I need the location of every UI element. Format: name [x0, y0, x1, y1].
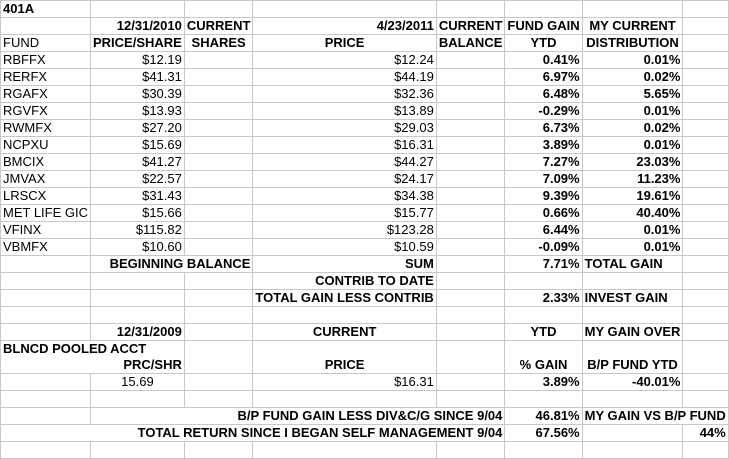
cell-price-2010[interactable]: $30.39	[91, 86, 185, 103]
cell-empty[interactable]	[184, 307, 253, 324]
cell-empty[interactable]	[683, 324, 728, 341]
cell-empty[interactable]	[436, 307, 505, 324]
cell-distribution[interactable]: 0.02%	[582, 120, 683, 137]
cell-current-balance-label[interactable]: CURRENT	[436, 18, 505, 35]
cell-total-return-value[interactable]: 67.56%	[505, 425, 582, 442]
cell-current-balance[interactable]	[436, 239, 505, 256]
cell-fund-gain-ytd[interactable]: 9.39%	[505, 188, 582, 205]
cell-price-2010[interactable]: $41.27	[91, 154, 185, 171]
cell-total-gain-less-contrib[interactable]: TOTAL GAIN LESS CONTRIB	[253, 290, 436, 307]
cell-current-balance[interactable]	[436, 137, 505, 154]
fund-row	[1, 222, 729, 239]
cell-empty[interactable]	[683, 256, 728, 273]
cell-current-shares[interactable]	[184, 171, 253, 188]
cell-empty[interactable]	[683, 18, 728, 35]
cell-empty[interactable]	[91, 1, 185, 18]
row-bp-fund-gain	[1, 408, 729, 425]
cell-empty[interactable]	[505, 1, 582, 18]
cell-fund-gain-ytd[interactable]: 6.73%	[505, 120, 582, 137]
cell-current-shares-label[interactable]: CURRENT	[184, 18, 253, 35]
cell-empty[interactable]	[683, 442, 728, 459]
cell-empty[interactable]	[505, 307, 582, 324]
cell-empty[interactable]	[582, 1, 683, 18]
cell-empty[interactable]	[184, 341, 253, 374]
cell-fund-gain-ytd[interactable]: 0.66%	[505, 205, 582, 222]
cell-my-gain-over-label[interactable]: MY GAIN OVER	[582, 324, 683, 341]
cell-fund-name[interactable]: JMVAX	[1, 171, 91, 188]
cell-bp-fund-ytd-label[interactable]: B/P FUND YTD	[582, 341, 683, 374]
cell-empty[interactable]	[505, 273, 582, 290]
cell-empty[interactable]	[683, 290, 728, 307]
fund-row	[1, 154, 729, 171]
cell-fund-gain-ytd[interactable]: -0.29%	[505, 103, 582, 120]
cell-empty[interactable]	[683, 69, 728, 86]
cell-empty[interactable]	[184, 273, 253, 290]
fund-rows	[1, 52, 729, 256]
cell-empty[interactable]	[683, 137, 728, 154]
cell-fund-gain-ytd[interactable]: 3.89%	[505, 137, 582, 154]
cell-distribution[interactable]: 0.01%	[582, 52, 683, 69]
cell-distribution[interactable]: 0.01%	[582, 103, 683, 120]
cell-prc-shr-label: PRC/SHR	[123, 357, 182, 372]
cell-empty[interactable]	[582, 442, 683, 459]
cell-price-2010[interactable]: $27.20	[91, 120, 185, 137]
cell-empty[interactable]	[436, 256, 505, 273]
cell-empty[interactable]	[184, 290, 253, 307]
cell-current-price[interactable]: $16.31	[253, 137, 436, 154]
cell-empty[interactable]	[91, 442, 185, 459]
cell-contrib-to-date[interactable]: CONTRIB TO DATE	[253, 273, 436, 290]
cell-empty[interactable]	[436, 391, 505, 408]
cell-fund-name[interactable]: VBMFX	[1, 239, 91, 256]
cell-beginning-balance[interactable]: BEGINNING BALANCE	[91, 256, 253, 273]
cell-empty[interactable]	[91, 307, 185, 324]
cell-price-2010[interactable]: $13.93	[91, 103, 185, 120]
cell-empty[interactable]	[683, 188, 728, 205]
cell-empty[interactable]	[184, 324, 253, 341]
cell-empty[interactable]	[184, 391, 253, 408]
fund-row	[1, 137, 729, 154]
cell-current-balance[interactable]	[436, 154, 505, 171]
cell-empty[interactable]	[436, 374, 505, 391]
cell-pooled-price-current[interactable]: $16.31	[253, 374, 436, 391]
cell-current-shares[interactable]	[184, 154, 253, 171]
row-header-1	[1, 18, 729, 35]
cell-fund-gain-ytd[interactable]: 7.09%	[505, 171, 582, 188]
cell-fund-name[interactable]: RGAFX	[1, 86, 91, 103]
cell-current-price[interactable]: $44.27	[253, 154, 436, 171]
cell-empty[interactable]	[683, 374, 728, 391]
cell-distribution[interactable]: 0.01%	[582, 239, 683, 256]
cell-current-shares[interactable]	[184, 239, 253, 256]
cell-current-price[interactable]: $123.28	[253, 222, 436, 239]
cell-shares-label[interactable]: SHARES	[184, 35, 253, 52]
cell-empty[interactable]	[91, 391, 185, 408]
cell-empty[interactable]	[683, 1, 728, 18]
cell-empty[interactable]	[253, 442, 436, 459]
cell-current-shares[interactable]	[184, 103, 253, 120]
cell-pooled-price-label[interactable]: PRICE	[253, 341, 436, 374]
cell-price-2010[interactable]: $41.31	[91, 69, 185, 86]
cell-empty[interactable]	[683, 154, 728, 171]
cell-date-2009[interactable]: 12/31/2009	[91, 324, 185, 341]
cell-empty[interactable]	[184, 1, 253, 18]
fund-row	[1, 120, 729, 137]
fund-row	[1, 188, 729, 205]
fund-row	[1, 86, 729, 103]
cell-empty[interactable]	[683, 171, 728, 188]
row-total-return	[1, 425, 729, 442]
cell-fund-gain-ytd[interactable]: -0.09%	[505, 239, 582, 256]
cell-price-2010[interactable]: $115.82	[91, 222, 185, 239]
cell-empty[interactable]	[1, 408, 91, 425]
cell-date-2010[interactable]: 12/31/2010	[91, 18, 185, 35]
cell-my-current-label[interactable]: MY CURRENT	[582, 18, 683, 35]
cell-current-balance[interactable]	[436, 188, 505, 205]
cell-current-price[interactable]: $12.24	[253, 52, 436, 69]
cell-fund-name[interactable]: BMCIX	[1, 154, 91, 171]
cell-current-price[interactable]: $44.19	[253, 69, 436, 86]
cell-pooled-gain-label[interactable]: % GAIN	[505, 341, 582, 374]
row-total-gain-less	[1, 290, 729, 307]
cell-invest-gain-pct[interactable]: 2.33%	[505, 290, 582, 307]
cell-empty[interactable]	[582, 273, 683, 290]
row-pooled-header-2	[1, 341, 729, 374]
cell-price-label[interactable]: PRICE	[253, 35, 436, 52]
cell-fund-gain-ytd[interactable]: 6.48%	[505, 86, 582, 103]
cell-current-price[interactable]: $32.36	[253, 86, 436, 103]
cell-current-balance[interactable]	[436, 52, 505, 69]
fund-row	[1, 239, 729, 256]
row-beginning-balance	[1, 256, 729, 273]
cell-empty[interactable]	[1, 18, 91, 35]
cell-balance-label[interactable]: BALANCE	[436, 35, 505, 52]
fund-row	[1, 205, 729, 222]
cell-fund-name[interactable]: RWMFX	[1, 120, 91, 137]
cell-fund-name[interactable]: RGVFX	[1, 103, 91, 120]
cell-ytd-label[interactable]: YTD	[505, 35, 582, 52]
cell-fund-gain-label[interactable]: FUND GAIN	[505, 18, 582, 35]
cell-current-balance[interactable]	[436, 103, 505, 120]
cell-empty[interactable]	[683, 222, 728, 239]
cell-current-price[interactable]: $10.59	[253, 239, 436, 256]
cell-pooled-current-label[interactable]: CURRENT	[253, 324, 436, 341]
cell-empty[interactable]	[1, 374, 91, 391]
cell-fund-gain-ytd[interactable]: 0.41%	[505, 52, 582, 69]
cell-sum[interactable]: SUM	[253, 256, 436, 273]
cell-bp-fund-gain-value[interactable]: 46.81%	[505, 408, 582, 425]
cell-price-2010[interactable]: $22.57	[91, 171, 185, 188]
cell-price-2010[interactable]: $31.43	[91, 188, 185, 205]
cell-empty[interactable]	[436, 1, 505, 18]
cell-empty[interactable]	[582, 307, 683, 324]
cell-price-share-label[interactable]: PRICE/SHARE	[91, 35, 185, 52]
cell-distribution-label[interactable]: DISTRIBUTION	[582, 35, 683, 52]
row-blank	[1, 442, 729, 459]
row-blank	[1, 391, 729, 408]
cell-total-gain-pct[interactable]: 7.71%	[505, 256, 582, 273]
cell-current-shares[interactable]	[184, 137, 253, 154]
cell-bp-fund-gain-label[interactable]: B/P FUND GAIN LESS DIV&C/G SINCE 9/04	[91, 408, 505, 425]
cell-empty[interactable]	[436, 290, 505, 307]
cell-empty[interactable]	[91, 290, 185, 307]
cell-fund-label[interactable]: FUND	[1, 35, 91, 52]
cell-empty[interactable]	[683, 86, 728, 103]
cell-empty[interactable]	[505, 442, 582, 459]
cell-current-balance[interactable]	[436, 222, 505, 239]
cell-date-2011[interactable]: 4/23/2011	[253, 18, 436, 35]
cell-distribution[interactable]: 0.02%	[582, 69, 683, 86]
cell-empty[interactable]	[436, 324, 505, 341]
cell-empty[interactable]	[253, 307, 436, 324]
cell-empty[interactable]	[683, 273, 728, 290]
cell-empty[interactable]	[683, 103, 728, 120]
cell-current-balance[interactable]	[436, 69, 505, 86]
cell-empty[interactable]	[1, 391, 91, 408]
cell-fund-name[interactable]: RERFX	[1, 69, 91, 86]
cell-distribution[interactable]: 5.65%	[582, 86, 683, 103]
cell-empty[interactable]	[91, 273, 185, 290]
cell-total-return-label[interactable]: TOTAL RETURN SINCE I BEGAN SELF MANAGEMENT 9/04	[1, 425, 505, 442]
cell-empty[interactable]	[582, 425, 683, 442]
cell-empty[interactable]	[1, 290, 91, 307]
cell-empty[interactable]	[683, 52, 728, 69]
cell-price-2010[interactable]: $15.69	[91, 137, 185, 154]
cell-empty[interactable]	[1, 273, 91, 290]
row-pooled-header-1	[1, 324, 729, 341]
cell-distribution[interactable]: 23.03%	[582, 154, 683, 171]
cell-fund-name[interactable]: MET LIFE GIC	[1, 205, 91, 222]
cell-empty[interactable]	[436, 442, 505, 459]
row-header-2	[1, 35, 729, 52]
cell-fund-gain-ytd[interactable]: 7.27%	[505, 154, 582, 171]
cell-empty[interactable]	[184, 374, 253, 391]
cell-empty[interactable]	[1, 442, 91, 459]
cell-empty[interactable]	[683, 35, 728, 52]
cell-fund-gain-ytd[interactable]: 6.97%	[505, 69, 582, 86]
cell-current-shares[interactable]	[184, 188, 253, 205]
cell-empty[interactable]	[683, 391, 728, 408]
cell-fund-name[interactable]: VFINX	[1, 222, 91, 239]
fund-row	[1, 103, 729, 120]
cell-pooled-ytd-label[interactable]: YTD	[505, 324, 582, 341]
cell-pooled-gain-ytd[interactable]: 3.89%	[505, 374, 582, 391]
cell-distribution[interactable]: 40.40%	[582, 205, 683, 222]
cell-fund-gain-ytd[interactable]: 6.44%	[505, 222, 582, 239]
cell-title[interactable]: 401A	[1, 1, 91, 18]
cell-empty[interactable]	[184, 442, 253, 459]
cell-empty[interactable]	[436, 273, 505, 290]
cell-fund-name[interactable]: RBFFX	[1, 52, 91, 69]
cell-current-price[interactable]: $13.89	[253, 103, 436, 120]
fund-row	[1, 69, 729, 86]
cell-current-balance[interactable]	[436, 86, 505, 103]
cell-empty[interactable]	[253, 1, 436, 18]
cell-my-gain-vs-value[interactable]: 44%	[683, 425, 728, 442]
cell-current-shares[interactable]	[184, 120, 253, 137]
cell-distribution[interactable]: 11.23%	[582, 171, 683, 188]
cell-total-gain-label[interactable]: TOTAL GAIN	[582, 256, 683, 273]
cell-current-shares[interactable]	[184, 222, 253, 239]
cell-my-gain-over[interactable]: -40.01%	[582, 374, 683, 391]
cell-empty[interactable]	[582, 391, 683, 408]
cell-fund-name[interactable]: NCPXU	[1, 137, 91, 154]
cell-fund-name[interactable]: LRSCX	[1, 188, 91, 205]
fund-row	[1, 171, 729, 188]
cell-current-shares[interactable]	[184, 86, 253, 103]
cell-my-gain-vs-label[interactable]: MY GAIN VS B/P FUND	[582, 408, 728, 425]
cell-empty[interactable]	[505, 391, 582, 408]
cell-price-2010[interactable]: $12.19	[91, 52, 185, 69]
cell-empty[interactable]	[1, 256, 91, 273]
cell-distribution[interactable]: 0.01%	[582, 137, 683, 154]
cell-current-shares[interactable]	[184, 69, 253, 86]
cell-current-price[interactable]: $34.38	[253, 188, 436, 205]
cell-empty[interactable]	[683, 307, 728, 324]
cell-current-price[interactable]: $29.03	[253, 120, 436, 137]
cell-current-shares[interactable]	[184, 52, 253, 69]
cell-pooled-account[interactable]	[1, 341, 185, 374]
cell-pooled-account-label: BLNCD POOLED ACCT	[3, 341, 147, 356]
cell-empty[interactable]	[253, 391, 436, 408]
cell-empty[interactable]	[1, 307, 91, 324]
cell-empty[interactable]	[683, 341, 728, 374]
cell-current-price[interactable]: $24.17	[253, 171, 436, 188]
cell-current-shares[interactable]	[184, 205, 253, 222]
cell-empty[interactable]	[436, 341, 505, 374]
row-blank	[1, 307, 729, 324]
cell-price-2010[interactable]: $15.66	[91, 205, 185, 222]
cell-empty[interactable]	[683, 239, 728, 256]
cell-invest-gain-label[interactable]: INVEST GAIN	[582, 290, 683, 307]
cell-pooled-price-2009[interactable]: 15.69	[91, 374, 185, 391]
cell-current-balance[interactable]	[436, 120, 505, 137]
cell-empty[interactable]	[683, 205, 728, 222]
row-pooled-values	[1, 374, 729, 391]
row-contrib	[1, 273, 729, 290]
fund-row	[1, 52, 729, 69]
cell-distribution[interactable]: 0.01%	[582, 222, 683, 239]
cell-empty[interactable]	[1, 324, 91, 341]
cell-distribution[interactable]: 19.61%	[582, 188, 683, 205]
row-title	[1, 1, 729, 18]
cell-current-price[interactable]: $15.77	[253, 205, 436, 222]
cell-current-balance[interactable]	[436, 171, 505, 188]
cell-empty[interactable]	[683, 120, 728, 137]
cell-price-2010[interactable]: $10.60	[91, 239, 185, 256]
cell-current-balance[interactable]	[436, 205, 505, 222]
